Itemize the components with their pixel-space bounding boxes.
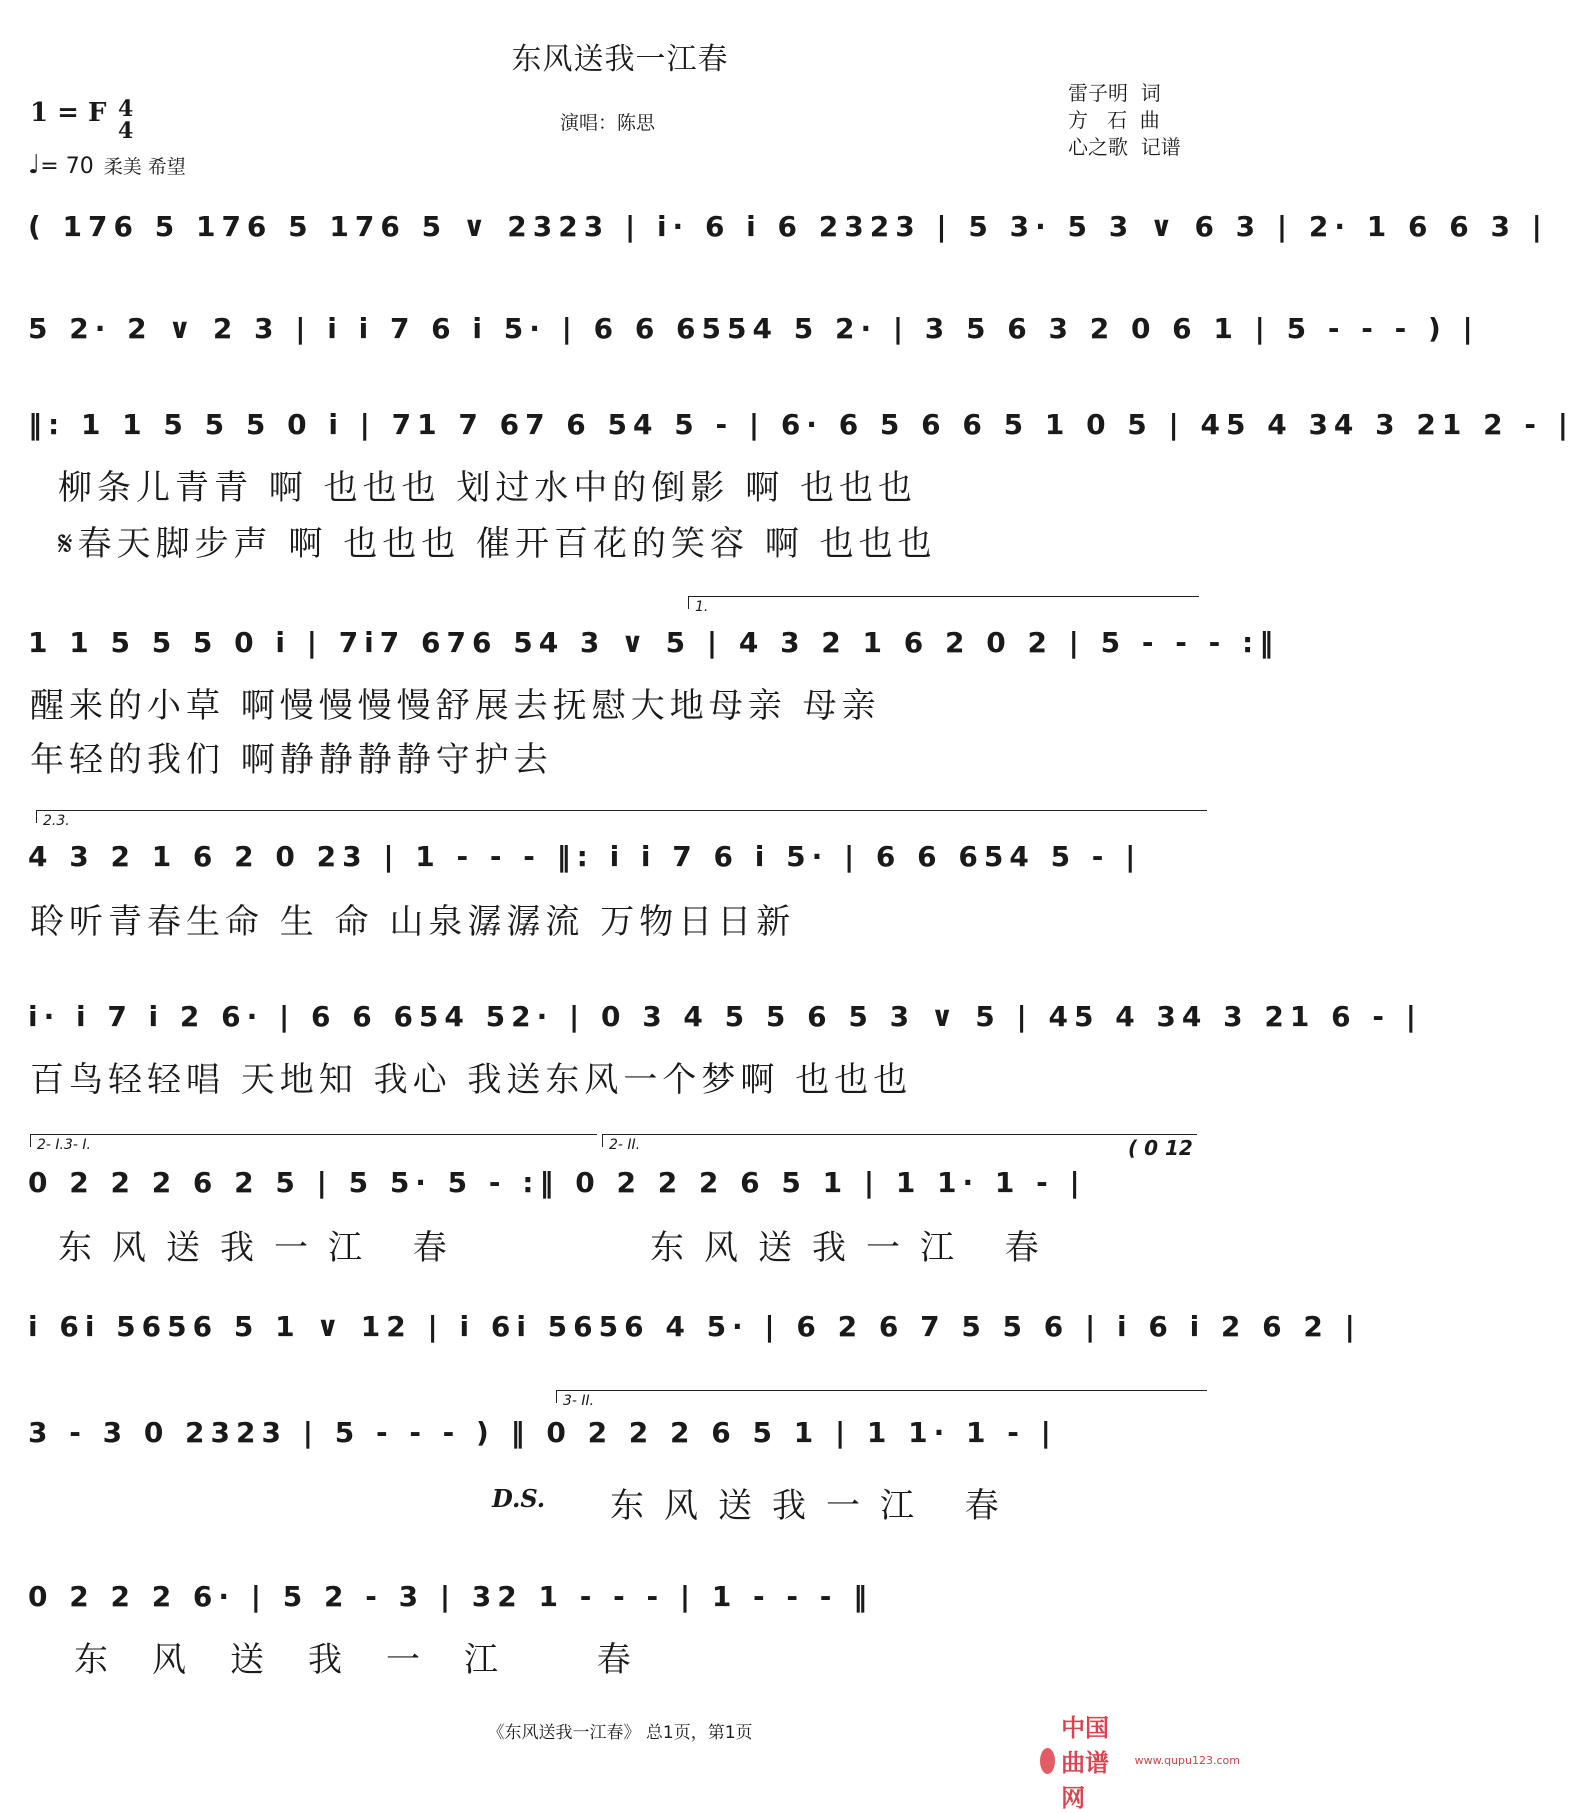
notation-row-2: 5 2· 2 ∨ 2 3 | i i 7 6 i 5· | 6 6 6554 5 2· | 3 5 6 3 2 0 6 1 | 5 - - - ) |: [28, 312, 1479, 345]
notation-row-4: 1 1 5 5 5 0 i | 7i7 676 54 3 ∨ 5 | 4 3 2 1 6 2 0 2 | 5 - - - :‖: [28, 626, 1280, 659]
site-logo: [1040, 1708, 1240, 1813]
lyric-verse2-b: 年轻的我们 啊静静静静守护去: [30, 740, 553, 780]
logo-url: www.qupu123.com: [1134, 1754, 1240, 1767]
dal-segno-mark: D.S.: [492, 1484, 546, 1513]
notation-row-6: i· i 7 i 2 6· | 6 6 654 52· | 0 3 4 5 5 6 5 3 ∨ 5 | 45 4 34 3 21 6 - |: [28, 1000, 1422, 1033]
lyric-line-f: 东风送我一江 春: [610, 1486, 1019, 1526]
lyric-verse2-a: 𝄋春天脚步声 啊 也也也 催开百花的笑容 啊 也也也: [58, 524, 937, 564]
lyric-line-e2: 东风送我一江 春: [650, 1228, 1059, 1268]
page-footer: 《东风送我一江春》 总1页，第1页: [487, 1723, 753, 1743]
notation-row-5: 4 3 2 1 6 2 0 23 | 1 - - - ‖: i i 7 6 i 5· | 6 6 654 5 - |: [28, 840, 1142, 873]
lyric-line-g: 东风送我一江 春: [74, 1640, 675, 1680]
volta-bracket-2-2: 2- II.: [602, 1134, 1197, 1147]
key-signature: 1 = F: [30, 98, 107, 128]
tempo-value: = 70: [40, 154, 94, 179]
lyric-line-c: 聆听青春生命 生 命 山泉潺潺流 万物日日新: [30, 902, 796, 942]
transcriber-credit: 心之歌 记谱: [1068, 135, 1181, 159]
logo-brand: 中国曲谱网: [1061, 1713, 1110, 1812]
time-signature-bottom: 4: [118, 118, 134, 144]
page-title: 东风送我一江春: [511, 42, 729, 77]
credits-block: [1068, 80, 1181, 161]
notation-row-7: 0 2 2 2 6 2 5 | 5 5· 5 - :‖ 0 2 2 2 6 5 1 | 1 1· 1 - |: [28, 1166, 1086, 1199]
volta-bracket-3-2: 3- II.: [556, 1390, 1207, 1403]
logo-mark-icon: [1040, 1748, 1055, 1774]
notation-row-9: 3 - 3 0 2323 | 5 - - - ) ‖ 0 2 2 2 6 5 1 | 1 1· 1 - |: [28, 1416, 1057, 1449]
notation-row-3: ‖: 1 1 5 5 5 0 i | 71 7 67 6 54 5 - | 6· 6 5 6 6 5 1 0 5 | 45 4 34 3 21 2 - |: [28, 408, 1574, 441]
lyric-line-e1: 东风送我一江 春: [58, 1228, 467, 1268]
composer-credit: 方 石 曲: [1068, 108, 1160, 132]
tempo-marking: [28, 150, 186, 180]
tempo-mood: 柔美 希望: [103, 156, 186, 178]
singer-credit: 演唱：陈思: [560, 112, 656, 134]
volta-bracket-2-3: 2.3.: [36, 810, 1207, 823]
lyric-verse1-a: 柳条儿青青 啊 也也也 划过水中的倒影 啊 也也也: [58, 468, 918, 508]
time-signature: [118, 98, 133, 142]
quarter-note-icon: ♩: [28, 150, 41, 180]
notation-row-8: i 6i 5656 5 1 ∨ 12 | i 6i 5656 4 5· | 6 2 6 7 5 5 6 | i 6 i 2 6 2 |: [28, 1310, 1361, 1343]
lyric-verse1-b: 醒来的小草 啊慢慢慢慢舒展去抚慰大地母亲 母亲: [30, 686, 881, 726]
lyricist-credit: 雷子明 词: [1068, 81, 1161, 105]
volta-bracket-1: 1.: [688, 596, 1199, 609]
lyric-line-d: 百鸟轻轻唱 天地知 我心 我送东风一个梦啊 也也也: [30, 1060, 913, 1100]
interlude-pickup: ( 0 12: [1128, 1136, 1193, 1160]
volta-bracket-2-1-3-1: 2- I.3- I.: [30, 1134, 597, 1147]
notation-row-10: 0 2 2 2 6· | 5 2 - 3 | 32 1 - - - | 1 - - - ‖: [28, 1580, 874, 1613]
time-signature-top: 4: [118, 96, 134, 122]
notation-row-1: ( 176 5 176 5 176 5 ∨ 2323 | i· 6 i 6 2323 | 5 3· 5 3 ∨ 6 3 | 2· 1 6 6 3 |: [28, 210, 1548, 243]
